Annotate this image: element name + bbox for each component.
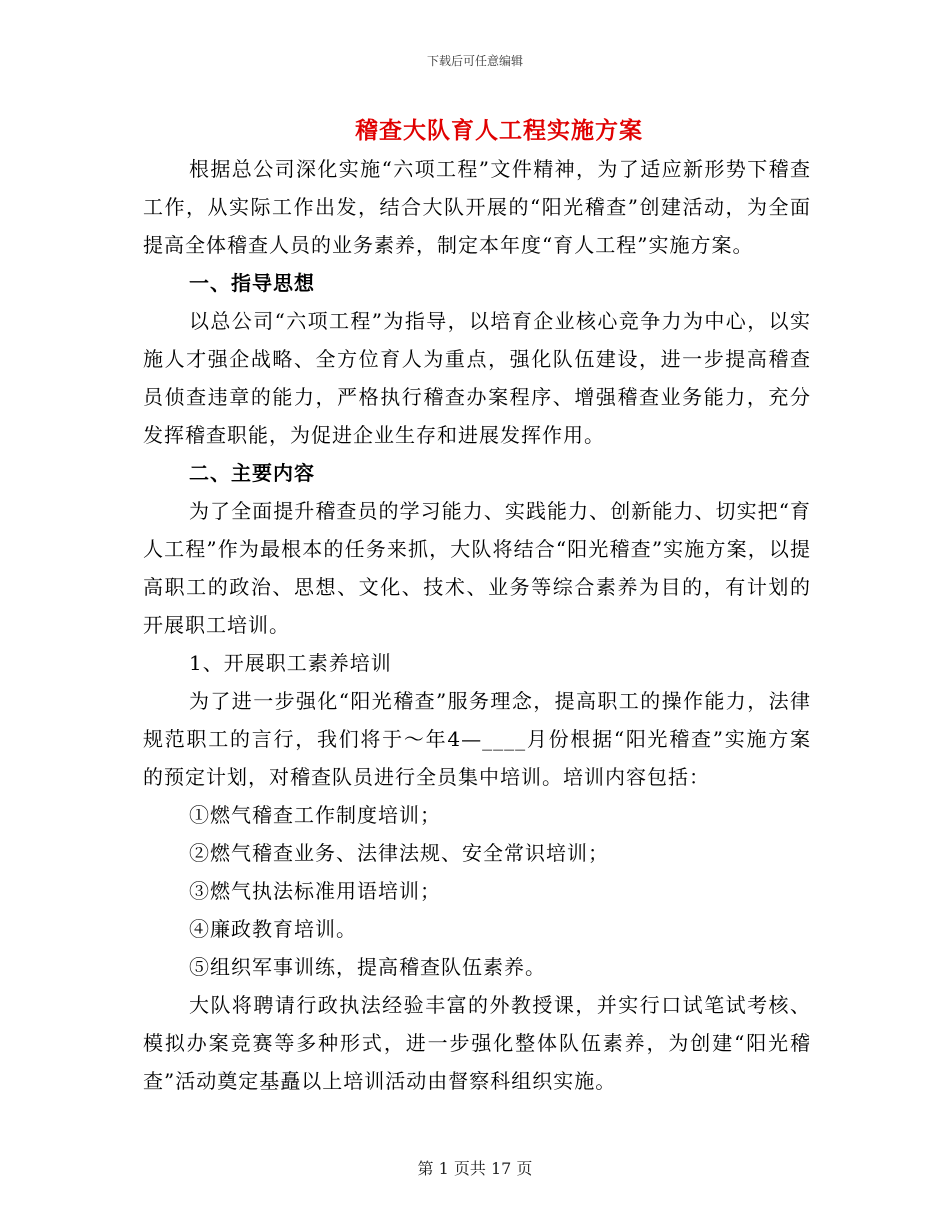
section-heading-main-content: 二、主要内容 [189,461,315,485]
page-header-note: 下载后可任意编辑 [426,54,523,68]
list-item: ③燃气执法标准用语培训； [189,879,441,903]
closing-paragraph: 大队将聘请行政执法经验丰富的外教授课，并实行口试笔试考核、模拟办案竞赛等多种形式，进一步强化整体队伍素养，为创建“阳光稽查”活动奠定基矗以上培训活动由督察科组织实施。 [143,993,811,1093]
subsection-heading-training: 1、开展职工素养培训 [189,651,392,675]
page-number: 第 1 页共 17 页 [417,1159,533,1178]
document-title: 稽查大队育人工程实施方案 [355,117,643,144]
list-item: ④廉政教育培训。 [189,917,357,941]
list-item: ②燃气稽查业务、法律法规、安全常识培训； [189,841,609,865]
section-heading-guiding-ideology: 一、指导思想 [189,271,315,295]
main-content-paragraph: 为了全面提升稽查员的学习能力、实践能力、创新能力、切实把“育人工程”作为最根本的任务来抓，大队将结合“阳光稽查”实施方案，以提高职工的政治、思想、文化、技术、业务等综合素养为目的，有计划的开展职工培训。 [143,499,811,637]
intro-paragraph: 根据总公司深化实施“六项工程”文件精神，为了适应新形势下稽查工作，从实际工作出发，结合大队开展的“阳光稽查”创建活动，为全面提高全体稽查人员的业务素养，制定本年度“育人工程”实施方案。 [143,157,811,257]
list-item: ①燃气稽查工作制度培训； [189,803,441,827]
document-body [143,150,811,1100]
guiding-ideology-paragraph: 以总公司“六项工程”为指导，以培育企业核心竞争力为中心，以实施人才强企战略、全方位育人为重点，强化队伍建设，进一步提高稽查员侦查违章的能力，严格执行稽查办案程序、增强稽查业务能力，充分发挥稽查职能，为促进企业生存和进展发挥作用。 [143,309,811,447]
list-item: ⑤组织军事训练，提高稽查队伍素养。 [189,955,546,979]
training-paragraph: 为了进一步强化“阳光稽查”服务理念，提高职工的操作能力，法律规范职工的言行，我们将于～年4—____月份根据“阳光稽查”实施方案的预定计划，对稽查队员进行全员集中培训。培训内容包括： [143,689,811,789]
